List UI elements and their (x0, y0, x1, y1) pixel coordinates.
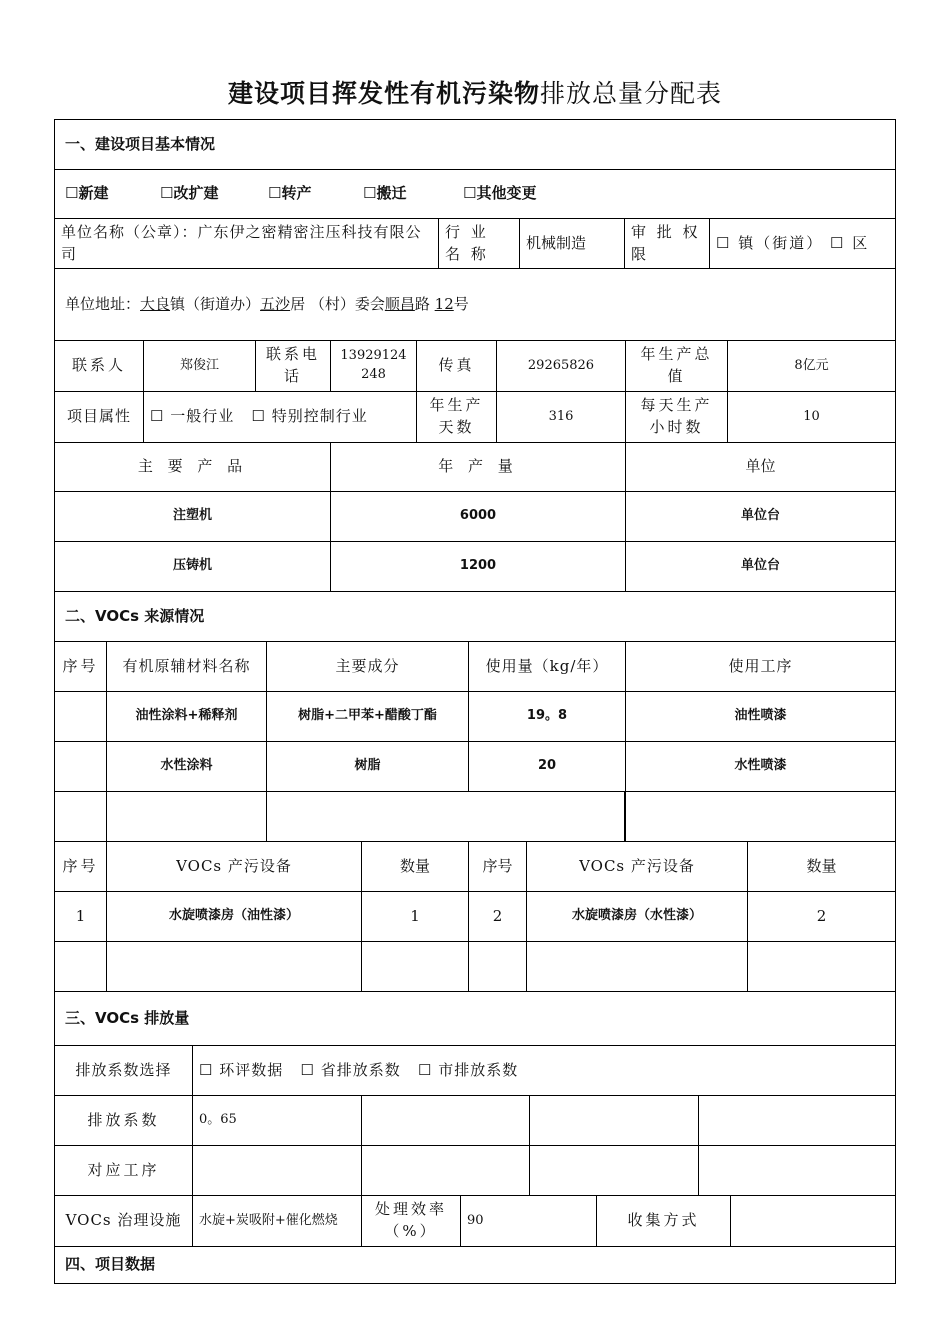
section-4-heading: 四、项目数据 (54, 1246, 896, 1284)
eq-qty (361, 941, 469, 992)
hours-label: 每天生产小时数 (625, 391, 728, 443)
output-label: 年生产总值 (625, 340, 728, 392)
type-relocate[interactable]: ☐搬迁 (363, 184, 407, 203)
product-unit: 单位台 (625, 541, 896, 592)
mat-no (54, 741, 107, 792)
unit-name: 单位名称（公章）：广东伊之密精密注压科技有限公司 (54, 218, 439, 269)
eq-name (526, 941, 748, 992)
hours-value: 10 (727, 391, 896, 443)
mat-name: 油性涂料+稀释剂 (106, 691, 267, 742)
mat-name (106, 791, 267, 842)
coef-cell (698, 1095, 896, 1146)
mat-comp: 树脂+二甲苯+醋酸丁酯 (266, 691, 469, 742)
eq-name (106, 941, 362, 992)
process-cell (529, 1145, 699, 1196)
mat-amount: 19。8 (468, 691, 626, 742)
type-expand[interactable]: ☐改扩建 (160, 184, 219, 203)
product-unit: 单位台 (625, 491, 896, 542)
eq-qty (747, 941, 896, 992)
mat-no (54, 691, 107, 742)
eq-no: 2 (468, 891, 527, 942)
coef-select-options[interactable]: ☐ 环评数据 ☐ 省排放系数 ☐ 市排放系数 (192, 1045, 896, 1096)
type-new[interactable]: ☐新建 (65, 184, 109, 203)
approval-options[interactable]: ☐ 镇（街道） ☐ 区 (709, 218, 896, 269)
products-header-name: 主 要 产 品 (54, 442, 331, 492)
mat-header-process: 使用工序 (625, 641, 896, 692)
attr-options[interactable]: ☐ 一般行业 ☐ 特别控制行业 (143, 391, 417, 443)
coef-select-label: 排放系数选择 (54, 1045, 193, 1096)
eq-name: 水旋喷漆房（油性漆） (106, 891, 362, 942)
section-3-heading: 三、VOCs 排放量 (54, 991, 896, 1046)
days-value: 316 (496, 391, 626, 443)
coef-label: 排放系数 (54, 1095, 193, 1146)
attr-label: 项目属性 (54, 391, 144, 443)
collect-label: 收集方式 (596, 1195, 731, 1247)
mat-comp (266, 791, 625, 842)
mat-process: 水性喷漆 (625, 741, 896, 792)
output-value: 8亿元 (727, 340, 896, 392)
mat-header-name: 有机原辅材料名称 (106, 641, 267, 692)
process-cell (361, 1145, 530, 1196)
eq-no (54, 941, 107, 992)
contact-label: 联系人 (54, 340, 144, 392)
coef-value: 0。65 (192, 1095, 362, 1146)
mat-header-amount: 使用量（kg/年） (468, 641, 626, 692)
coef-cell (529, 1095, 699, 1146)
eq-qty: 2 (747, 891, 896, 942)
industry-value: 机械制造 (519, 218, 625, 269)
efficiency-value: 90 (460, 1195, 597, 1247)
process-label: 对应工序 (54, 1145, 193, 1196)
contact-value: 郑俊江 (143, 340, 256, 392)
fax-label: 传真 (416, 340, 497, 392)
days-label: 年生产天数 (416, 391, 497, 443)
product-name: 注塑机 (54, 491, 331, 542)
product-name: 压铸机 (54, 541, 331, 592)
type-convert[interactable]: ☐转产 (268, 184, 312, 203)
section-1-heading: 一、建设项目基本情况 (54, 119, 896, 170)
section-2-heading: 二、VOCs 来源情况 (54, 591, 896, 642)
product-qty: 6000 (330, 491, 626, 542)
process-cell (192, 1145, 362, 1196)
approval-label: 审 批 权 限 (624, 218, 710, 269)
unit-address: 单位地址： 大良 镇（街道办） 五沙 居 （村）委会 顺昌 路 12 号 (54, 268, 896, 341)
eq-header-qty2: 数量 (747, 841, 896, 892)
product-qty: 1200 (330, 541, 626, 592)
mat-process: 油性喷漆 (625, 691, 896, 742)
phone-label: 联系电话 (255, 340, 331, 392)
eq-qty: 1 (361, 891, 469, 942)
facility-value: 水旋+炭吸附+催化燃烧 (192, 1195, 362, 1247)
fax-value: 29265826 (496, 340, 626, 392)
eq-no (468, 941, 527, 992)
facility-label: VOCs 治理设施 (54, 1195, 193, 1247)
page-title: 建设项目挥发性有机污染物排放总量分配表 (227, 79, 723, 108)
eq-header-qty: 数量 (361, 841, 469, 892)
eq-no: 1 (54, 891, 107, 942)
collect-value (730, 1195, 896, 1247)
industry-label: 行 业 名 称 (438, 218, 520, 269)
mat-comp: 树脂 (266, 741, 469, 792)
type-other[interactable]: ☐其他变更 (463, 184, 537, 203)
mat-header-no: 序号 (54, 641, 107, 692)
mat-process (625, 791, 896, 842)
process-cell (698, 1145, 896, 1196)
eq-header-no2: 序号 (468, 841, 527, 892)
coef-cell (361, 1095, 530, 1146)
products-header-qty: 年 产 量 (330, 442, 626, 492)
efficiency-label: 处理效率（%） (361, 1195, 461, 1247)
phone-value: 13929124248 (330, 340, 417, 392)
mat-amount: 20 (468, 741, 626, 792)
mat-header-comp: 主要成分 (266, 641, 469, 692)
eq-header-eq: VOCs 产污设备 (106, 841, 362, 892)
mat-name: 水性涂料 (106, 741, 267, 792)
eq-header-eq2: VOCs 产污设备 (526, 841, 748, 892)
mat-no (54, 791, 107, 842)
eq-header-no: 序号 (54, 841, 107, 892)
project-type-row (54, 169, 896, 219)
products-header-unit: 单位 (625, 442, 896, 492)
eq-name: 水旋喷漆房（水性漆） (526, 891, 748, 942)
